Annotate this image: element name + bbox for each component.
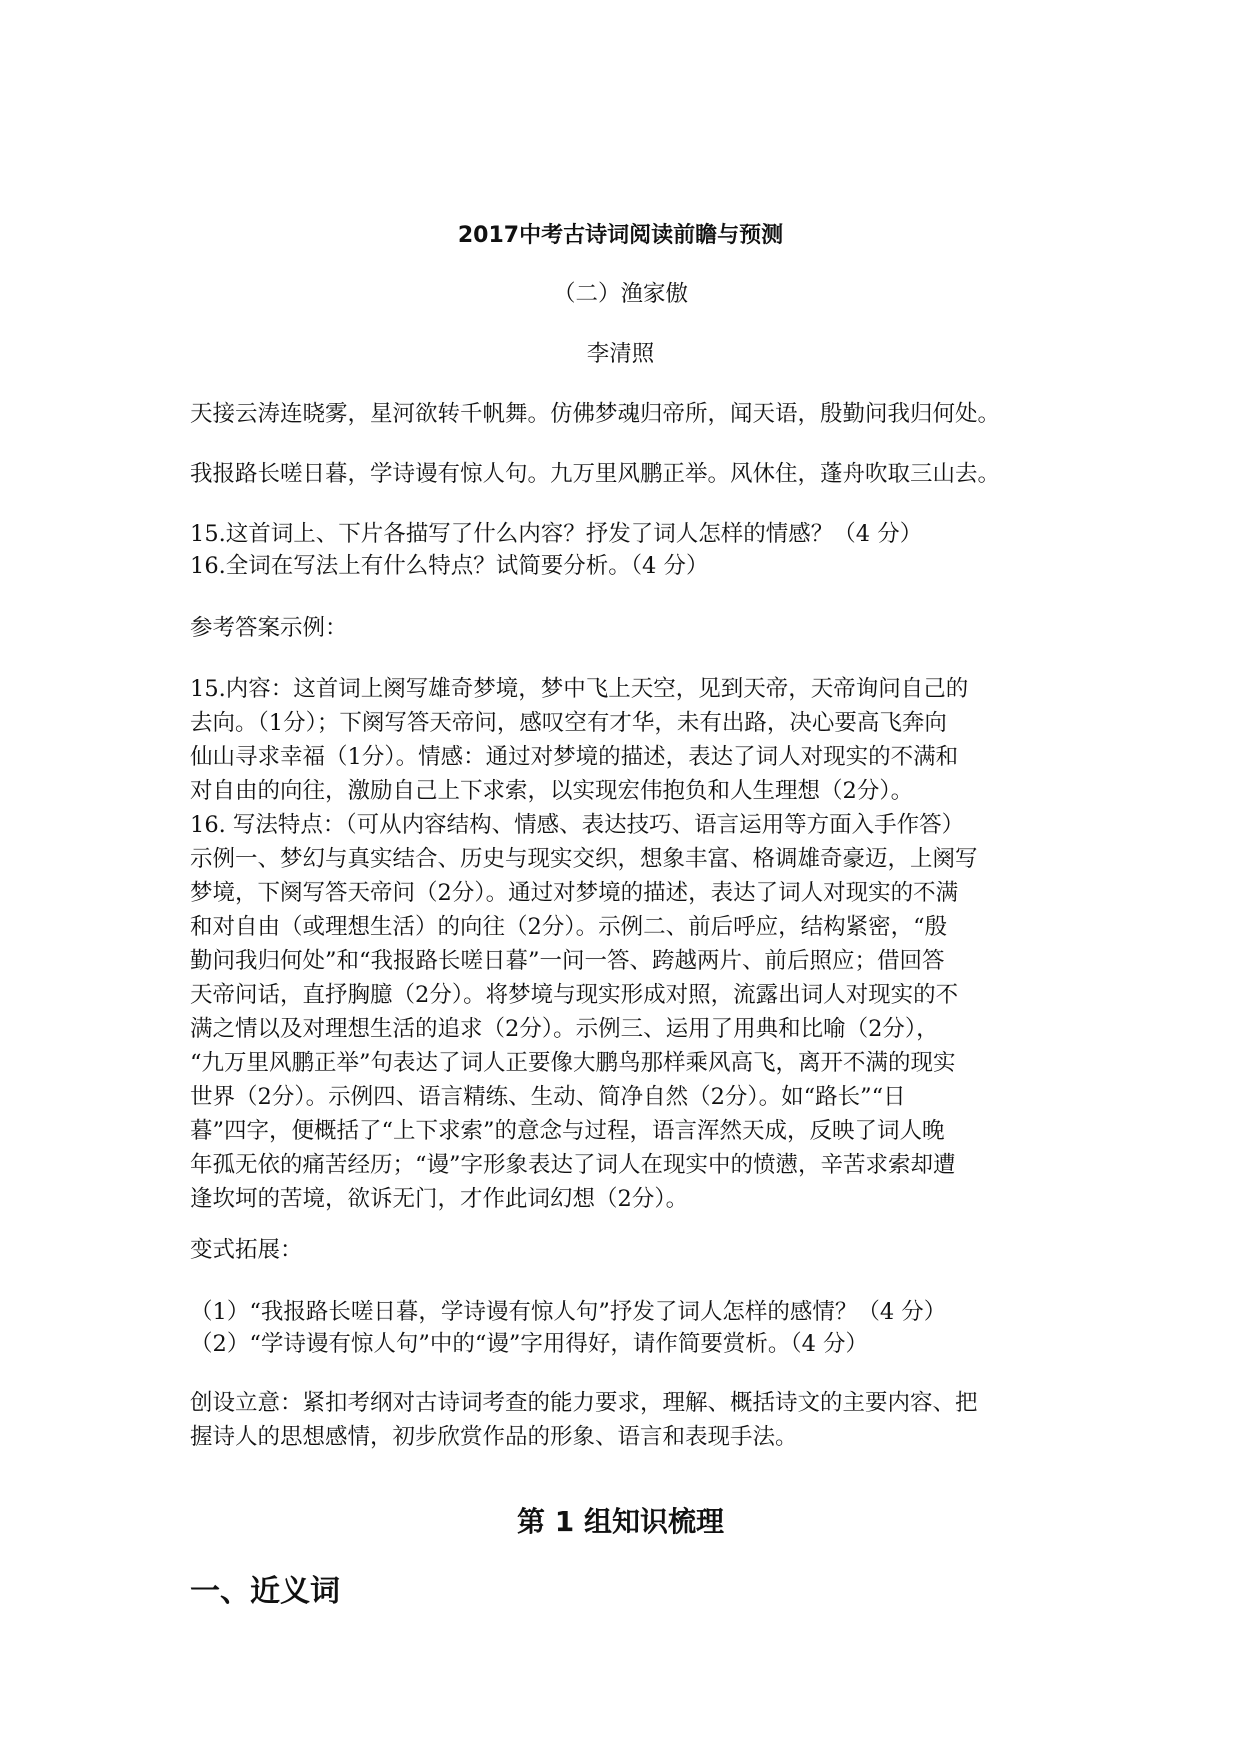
poem-line: 天接云涛连晓雾，星河欲转千帆舞。仿佛梦魂归帝所，闻天语，殷勤问我归何处。 — [190, 401, 1001, 427]
answer-16-line: 逢坎坷的苦境，欲诉无门，才作此词幻想（2分）。 — [190, 1186, 689, 1212]
answer-15-line: 对自由的向往，激励自己上下求索，以实现宏伟抱负和人生理想（2分）。 — [190, 778, 914, 804]
answer-15 — [190, 672, 1060, 808]
answer-16-line: 16. 写法特点：（可从内容结构、情感、表达技巧、语言运用等方面入手作答） — [190, 812, 965, 838]
answer-16-line: 世界（2分）。示例四、语言精练、生动、简净自然（2分）。如“路长”“日 — [190, 1084, 906, 1110]
variant-label: 变式拓展： — [190, 1237, 303, 1263]
answer-label: 参考答案示例： — [190, 615, 348, 641]
intent-line: 握诗人的思想感情，初步欣赏作品的形象、语言和表现手法。 — [190, 1424, 798, 1450]
answer-16-line: 暮”四字，便概括了“上下求索”的意念与过程，语言浑然天成，反映了词人晚 — [190, 1118, 945, 1144]
answer-15-line: 仙山寻求幸福（1分）。情感：通过对梦境的描述，表达了词人对现实的不满和 — [190, 744, 959, 770]
answer-16-line: 和对自由（或理想生活）的向往（2分）。示例二、前后呼应，结构紧密，“殷 — [190, 914, 948, 940]
answer-16-line: 满之情以及对理想生活的追求（2分）。示例三、运用了用典和比喻（2分）， — [190, 1016, 939, 1042]
poem-line: 我报路长嗟日暮，学诗谩有惊人句。九万里风鹏正举。风休住，蓬舟吹取三山去。 — [190, 461, 1001, 487]
answer-15-line: 15.内容：这首词上阕写雄奇梦境，梦中飞上天空，见到天帝，天帝询问自己的 — [190, 676, 969, 702]
answer-15-line: 去向。（1分）；下阕写答天帝问，感叹空有才华，未有出路，决心要高飞奔向 — [190, 710, 947, 736]
answer-16-line: 勤问我归何处”和“我报路长嗟日暮”一问一答、跨越两片、前后照应；借回答 — [190, 948, 945, 974]
answer-16-line: 示例一、梦幻与真实结合、历史与现实交织，想象丰富、格调雄奇豪迈，上阕写 — [190, 846, 978, 872]
answer-16-line: 年孤无依的痛苦经历；“谩”字形象表达了词人在现实中的愤懑，辛苦求索却遭 — [190, 1152, 956, 1178]
poem-title: （二）渔家傲 — [552, 281, 688, 307]
section-title: 第 1 组知识梳理 — [517, 1505, 724, 1538]
subsection-title: 一、近义词 — [190, 1574, 340, 1609]
intent-paragraph — [190, 1386, 1060, 1454]
answer-16-line: “九万里风鹏正举”句表达了词人正要像大鹏鸟那样乘风高飞，离开不满的现实 — [190, 1050, 956, 1076]
answer-16-line: 天帝问话，直抒胸臆（2分）。将梦境与现实形成对照，流露出词人对现实的不 — [190, 982, 959, 1008]
variant-question: （2）“学诗谩有惊人句”中的“谩”字用得好，请作简要赏析。（4 分） — [190, 1331, 869, 1357]
question-16: 16.全词在写法上有什么特点？试简要分析。（4 分） — [190, 553, 709, 579]
intent-line: 创设立意：紧扣考纲对古诗词考查的能力要求，理解、概括诗文的主要内容、把 — [190, 1390, 978, 1416]
document-title: 2017中考古诗词阅读前瞻与预测 — [457, 223, 784, 248]
poem-author: 李清照 — [586, 341, 655, 367]
question-15: 15.这首词上、下片各描写了什么内容？抒发了词人怎样的情感？（4 分） — [190, 521, 923, 547]
answer-16-line: 梦境，下阕写答天帝问（2分）。通过对梦境的描述，表达了词人对现实的不满 — [190, 880, 959, 906]
variant-question: （1）“我报路长嗟日暮，学诗谩有惊人句”抒发了词人怎样的感情？（4 分） — [190, 1299, 947, 1325]
answer-16 — [190, 808, 1060, 1216]
